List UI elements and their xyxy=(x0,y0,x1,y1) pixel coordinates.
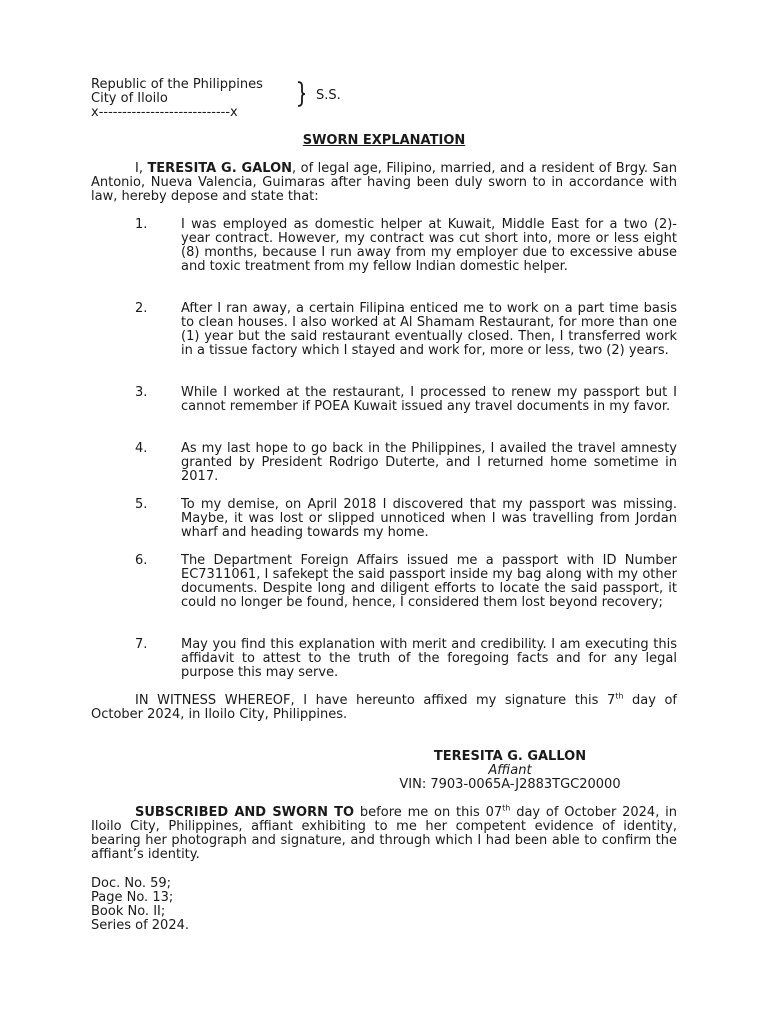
notary-page-no: Page No. 13; xyxy=(91,890,174,905)
venue-country: Republic of the Philippines xyxy=(91,77,263,92)
venue-block xyxy=(91,78,391,120)
item-number: 1. xyxy=(135,217,148,232)
signature-block xyxy=(360,750,660,792)
item-number: 3. xyxy=(135,385,148,400)
item-number: 5. xyxy=(135,497,148,512)
witness-ordinal: th xyxy=(615,691,624,701)
item-number: 6. xyxy=(135,553,148,568)
list-item xyxy=(91,302,677,358)
affiant-role: Affiant xyxy=(488,763,532,778)
witness-text-end: day of October 2024, in Iloilo City, Philippines. xyxy=(91,693,677,722)
document-title: SWORN EXPLANATION xyxy=(302,133,466,148)
witness-text: IN WITNESS WHEREOF, I have hereunto affixed my signature this 7 xyxy=(135,693,616,708)
affiant-name-intro: TERESITA G. GALON xyxy=(147,161,293,176)
item-number: 7. xyxy=(135,637,148,652)
notary-block xyxy=(91,877,189,933)
bracket-icon xyxy=(296,81,306,107)
item-text: I was employed as domestic helper at Kuwait, Middle East for a two (2)-year contract. However, my contract was cut short into, more or less eight (8) months, because I run away from my employer due to excessive abuse and toxic treatment from my fellow Indian domestic helper. xyxy=(181,217,677,274)
jurat-paragraph xyxy=(91,803,678,862)
item-text: To my demise, on April 2018 I discovered that my passport was missing. Maybe, it was lost or slipped unnoticed when I was travelling from Jordan wharf and heading towards my home. xyxy=(181,497,677,540)
intro-prefix: I, xyxy=(135,161,148,176)
list-item xyxy=(91,386,677,414)
ss-label: S.S. xyxy=(316,88,341,103)
venue-separator: x----------------------------x xyxy=(91,105,238,120)
list-item xyxy=(91,498,677,540)
item-text: After I ran away, a certain Filipina enticed me to work on a part time basis to clean houses. I also worked at Al Shamam Restaurant, for more than one (1) year but the said restaurant eventually closed. Then, I transferred work in a tissue factory which I stayed and work for, more or less, two (2) years. xyxy=(181,301,677,358)
notary-doc-no: Doc. No. 59; xyxy=(91,876,172,891)
list-item xyxy=(91,554,677,610)
affiant-vin: VIN: 7903-0065A-J2883TGC20000 xyxy=(399,777,621,792)
item-text: May you find this explanation with merit and credibility. I am executing this affidavit to attest to the truth of the foregoing facts and for any legal purpose this may serve. xyxy=(181,637,677,680)
jurat-text: before me on this 07 xyxy=(354,805,503,820)
witness-paragraph xyxy=(91,691,677,722)
list-item xyxy=(91,218,677,274)
item-text: While I worked at the restaurant, I processed to renew my passport but I cannot remember if POEA Kuwait issued any travel documents in my favor. xyxy=(181,385,677,414)
notary-book-no: Book No. II; xyxy=(91,904,166,919)
item-number: 2. xyxy=(135,301,148,316)
jurat-text-end: day of October 2024, in Iloilo City, Philippines, affiant exhibiting to me her competent evidence of identity, bearing her photograph and signature, and through which I had been able to confirm the affiant’s identity. xyxy=(91,805,678,862)
list-item xyxy=(91,638,677,680)
list-item xyxy=(91,442,677,484)
item-text: The Department Foreign Affairs issued me a passport with ID Number EC7311061, I safekept the said passport inside my bag along with my other documents. Despite long and diligent efforts to locate the said passport, it could no longer be found, hence, I considered them lost beyond recovery; xyxy=(181,553,677,610)
jurat-ordinal: th xyxy=(502,803,511,813)
venue-city: City of Iloilo xyxy=(91,91,168,106)
intro-text: , of legal age, Filipino, married, and a resident of Brgy. San Antonio, Nueva Valencia, Guimaras after having been duly sworn to in accordance with law, hereby depose and state that: xyxy=(91,161,677,204)
jurat-heading: SUBSCRIBED AND SWORN TO xyxy=(135,805,355,820)
intro-paragraph xyxy=(91,162,677,204)
item-number: 4. xyxy=(135,441,148,456)
affiant-name: TERESITA G. GALLON xyxy=(433,749,587,764)
item-text: As my last hope to go back in the Philippines, I availed the travel amnesty granted by President Rodrigo Duterte, and I returned home sometime in 2017. xyxy=(181,441,677,484)
notary-series: Series of 2024. xyxy=(91,918,189,933)
